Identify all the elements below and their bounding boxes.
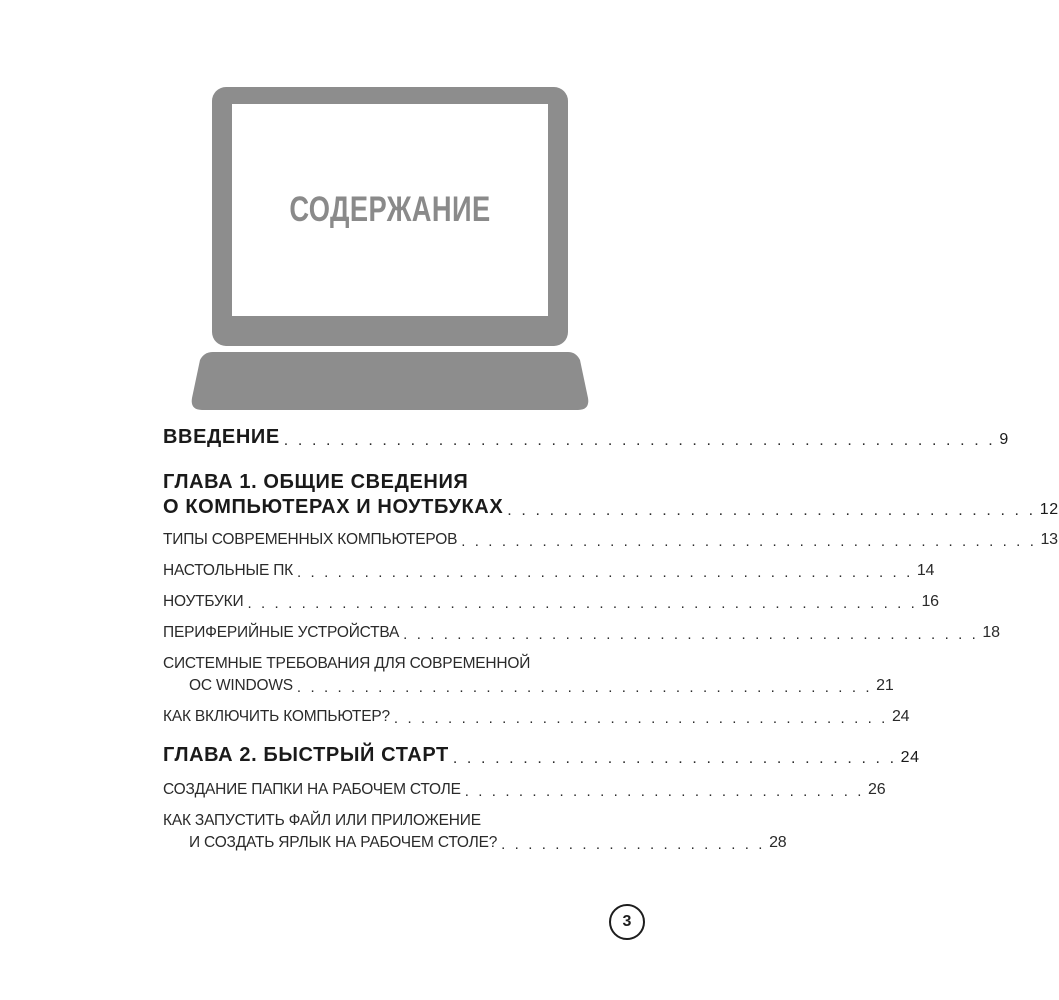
table-of-contents [163, 426, 1059, 853]
dot-leader: . . . . . . . . . . . . . . . . . . . . . . . . . . . . . . . . . . . . . . . . . . . [403, 626, 979, 643]
toc-entry-desktop-pc[interactable] [163, 562, 935, 581]
dot-leader: . . . . . . . . . . . . . . . . . . . . [501, 836, 766, 853]
toc-entry-page: 24 [891, 708, 910, 725]
toc-entry-title-line2: О КОМПЬЮТЕРАХ И НОУТБУКАХ [163, 496, 504, 518]
toc-entry-computer-types[interactable] [163, 531, 1058, 550]
toc-entry-title-line1: ГЛАВА 1. ОБЩИЕ СВЕДЕНИЯ [163, 471, 469, 493]
toc-entry-title: ВВЕДЕНИЕ [163, 426, 280, 448]
dot-leader: . . . . . . . . . . . . . . . . . . . . . . . . . . . . . . . . [452, 750, 897, 767]
screen-title: СОДЕРЖАНИЕ [289, 190, 491, 229]
dot-leader: . . . . . . . . . . . . . . . . . . . . . . . . . . . . . . . . . . . . . . . . . . . [461, 533, 1037, 550]
toc-entry-page: 18 [982, 624, 1000, 641]
toc-entry-laptops[interactable] [163, 593, 939, 612]
toc-entry-title: ТИПЫ СОВРЕМЕННЫХ КОМПЬЮТЕРОВ [163, 531, 458, 548]
toc-entry-title-line2: ОС WINDOWS [189, 677, 293, 694]
toc-entry-title: НАСТОЛЬНЫЕ ПК [163, 562, 293, 579]
dot-leader: . . . . . . . . . . . . . . . . . . . . . . . . . . . . . . [464, 783, 865, 800]
toc-entry-title: ГЛАВА 2. БЫСТРЫЙ СТАРТ [163, 744, 449, 766]
toc-entry-create-folder[interactable] [163, 781, 886, 800]
toc-entry-title: СОЗДАНИЕ ПАПКИ НА РАБОЧЕМ СТОЛЕ [163, 781, 461, 798]
toc-entry-title-line2: И СОЗДАТЬ ЯРЛЫК НА РАБОЧЕМ СТОЛЕ? [189, 834, 498, 851]
toc-entry-page: 9 [999, 431, 1009, 448]
toc-entry-page: 28 [769, 834, 787, 851]
toc-entry-page: 13 [1040, 531, 1058, 548]
dot-leader: . . . . . . . . . . . . . . . . . . . . . . . . . . . . . . . . . . . . . . [507, 502, 1036, 519]
dot-leader: . . . . . . . . . . . . . . . . . . . . . . . . . . . . . . . . . . . . . . . . . . . . . . [297, 564, 913, 581]
toc-entry-chapter-2[interactable] [163, 744, 920, 767]
toc-entry-page: 26 [868, 781, 886, 798]
toc-entry-page: 24 [900, 749, 920, 766]
page-number: 3 [622, 913, 632, 930]
dot-leader: . . . . . . . . . . . . . . . . . . . . . . . . . . . . . . . . . . . . . . . . . . . [296, 679, 873, 696]
toc-entry-peripherals[interactable] [163, 624, 1000, 643]
dot-leader: . . . . . . . . . . . . . . . . . . . . . . . . . . . . . . . . . . . . . . . . . . . . . . . . . . [247, 595, 918, 612]
toc-entry-intro[interactable] [163, 426, 1009, 449]
toc-entry-chapter-1[interactable] [163, 471, 1059, 519]
toc-entry-title-line1: СИСТЕМНЫЕ ТРЕБОВАНИЯ ДЛЯ СОВРЕМЕННОЙ [163, 655, 531, 672]
toc-entry-page: 14 [916, 562, 935, 579]
toc-entry-system-requirements[interactable] [163, 655, 894, 696]
dot-leader: . . . . . . . . . . . . . . . . . . . . . . . . . . . . . . . . . . . . . [393, 710, 888, 727]
toc-entry-title: ПЕРИФЕРИЙНЫЕ УСТРОЙСТВА [163, 624, 400, 641]
page-number-badge [609, 904, 645, 940]
toc-entry-page: 21 [876, 677, 894, 694]
toc-entry-page: 12 [1039, 501, 1059, 518]
toc-entry-title-line1: КАК ЗАПУСТИТЬ ФАЙЛ ИЛИ ПРИЛОЖЕНИЕ [163, 812, 481, 829]
toc-entry-title: НОУТБУКИ [163, 593, 244, 610]
toc-entry-title: КАК ВКЛЮЧИТЬ КОМПЬЮТЕР? [163, 708, 390, 725]
toc-entry-launch-file[interactable] [163, 812, 787, 853]
dot-leader: . . . . . . . . . . . . . . . . . . . . . . . . . . . . . . . . . . . . . . . . . . . . . . . . . . . [283, 432, 996, 449]
toc-entry-page: 16 [921, 593, 939, 610]
laptop-illustration [0, 0, 800, 420]
toc-entry-power-on[interactable] [163, 708, 910, 727]
